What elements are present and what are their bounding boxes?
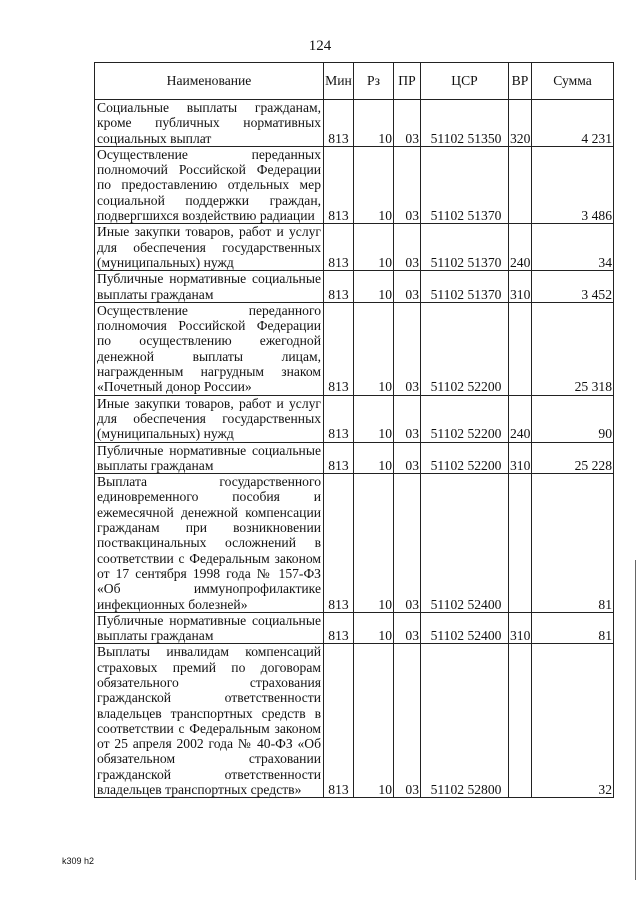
cell-min: 813 <box>324 302 354 395</box>
table-header-row <box>95 63 614 100</box>
cell-sum: 90 <box>532 395 614 442</box>
cell-vr: 310 <box>509 271 532 303</box>
cell-rz: 10 <box>354 224 394 271</box>
cell-rz: 10 <box>354 302 394 395</box>
cell-rz: 10 <box>354 271 394 303</box>
cell-name: Выплата государственного единовременного пособия и ежемесячной денежной компенсации гражданам при возникновении поствакцинальных осложнений в соответствии с Федеральным законом от 17 сентября 1998 года № 157-ФЗ «Об иммунопрофилактике инфекционных болезней» <box>95 474 324 613</box>
cell-min: 813 <box>324 146 354 223</box>
cell-sum: 25 318 <box>532 302 614 395</box>
cell-rz: 10 <box>354 644 394 798</box>
header-name: Наименование <box>95 63 324 100</box>
page-number: 124 <box>308 38 332 54</box>
cell-min: 813 <box>324 612 354 644</box>
table-row <box>95 302 614 395</box>
cell-vr: 240 <box>509 395 532 442</box>
cell-csr: 51102 51370 <box>421 146 509 223</box>
cell-csr: 51102 52200 <box>421 442 509 474</box>
table-row <box>95 644 614 798</box>
header-min: Мин <box>324 63 354 100</box>
cell-vr <box>509 146 532 223</box>
cell-csr: 51102 52400 <box>421 612 509 644</box>
cell-name: Иные закупки товаров, работ и услуг для обеспечения государственных (муниципальных) нужд <box>95 395 324 442</box>
cell-name: Осуществление переданного полномочия Российской Федерации по осуществлению ежегодной денежной выплаты лицам, награжденным нагрудным знаком «Почетный донор России» <box>95 302 324 395</box>
table-row <box>95 612 614 644</box>
budget-table <box>94 62 614 798</box>
table-row <box>95 146 614 223</box>
cell-rz: 10 <box>354 395 394 442</box>
cell-vr <box>509 644 532 798</box>
cell-pr: 03 <box>394 302 421 395</box>
table-row <box>95 271 614 303</box>
cell-vr: 310 <box>509 612 532 644</box>
cell-min: 813 <box>324 224 354 271</box>
cell-min: 813 <box>324 644 354 798</box>
cell-pr: 03 <box>394 442 421 474</box>
cell-csr: 51102 52400 <box>421 474 509 613</box>
cell-rz: 10 <box>354 474 394 613</box>
table-row <box>95 395 614 442</box>
cell-pr: 03 <box>394 612 421 644</box>
header-sum: Сумма <box>532 63 614 100</box>
cell-min: 813 <box>324 395 354 442</box>
cell-vr <box>509 474 532 613</box>
cell-csr: 51102 52200 <box>421 302 509 395</box>
cell-csr: 51102 51370 <box>421 271 509 303</box>
cell-name: Иные закупки товаров, работ и услуг для обеспечения государственных (муниципальных) нужд <box>95 224 324 271</box>
cell-name: Осуществление переданных полномочий Российской Федерации по предоставлению отдельных мер социальной поддержки граждан, подвергшихся воздействию радиации <box>95 146 324 223</box>
cell-sum: 3 486 <box>532 146 614 223</box>
table-row <box>95 442 614 474</box>
cell-sum: 3 452 <box>532 271 614 303</box>
cell-pr: 03 <box>394 100 421 147</box>
cell-rz: 10 <box>354 442 394 474</box>
cell-sum: 32 <box>532 644 614 798</box>
cell-csr: 51102 52200 <box>421 395 509 442</box>
cell-rz: 10 <box>354 612 394 644</box>
cell-pr: 03 <box>394 395 421 442</box>
header-vr: ВР <box>509 63 532 100</box>
cell-vr: 240 <box>509 224 532 271</box>
cell-pr: 03 <box>394 644 421 798</box>
header-csr: ЦСР <box>421 63 509 100</box>
cell-name: Публичные нормативные социальные выплаты гражданам <box>95 271 324 303</box>
cell-name: Публичные нормативные социальные выплаты гражданам <box>95 442 324 474</box>
cell-vr: 310 <box>509 442 532 474</box>
cell-pr: 03 <box>394 271 421 303</box>
cell-min: 813 <box>324 442 354 474</box>
table-row <box>95 100 614 147</box>
cell-sum: 25 228 <box>532 442 614 474</box>
cell-name: Выплаты инвалидам компенсаций страховых премий по договорам обязательного страхования гражданской ответственности владельцев транспортных средств в соответствии с Федеральным законом от 25 апреля 2002 года № 40-ФЗ «Об обязательном страховании гражданской ответственности владельцев транспортных средств» <box>95 644 324 798</box>
cell-min: 813 <box>324 100 354 147</box>
cell-min: 813 <box>324 271 354 303</box>
cell-pr: 03 <box>394 474 421 613</box>
cell-rz: 10 <box>354 146 394 223</box>
cell-vr <box>509 302 532 395</box>
cell-sum: 34 <box>532 224 614 271</box>
table-row <box>95 474 614 613</box>
cell-name: Публичные нормативные социальные выплаты гражданам <box>95 612 324 644</box>
scan-edge-line <box>635 560 636 880</box>
cell-pr: 03 <box>394 224 421 271</box>
cell-rz: 10 <box>354 100 394 147</box>
cell-csr: 51102 51370 <box>421 224 509 271</box>
cell-csr: 51102 52800 <box>421 644 509 798</box>
cell-vr: 320 <box>509 100 532 147</box>
table-row <box>95 224 614 271</box>
cell-sum: 4 231 <box>532 100 614 147</box>
cell-csr: 51102 51350 <box>421 100 509 147</box>
cell-min: 813 <box>324 474 354 613</box>
cell-name: Социальные выплаты гражданам, кроме публичных нормативных социальных выплат <box>95 100 324 147</box>
cell-sum: 81 <box>532 612 614 644</box>
cell-sum: 81 <box>532 474 614 613</box>
footer-code: k309 h2 <box>62 856 95 866</box>
header-rz: Рз <box>354 63 394 100</box>
cell-pr: 03 <box>394 146 421 223</box>
header-pr: ПР <box>394 63 421 100</box>
